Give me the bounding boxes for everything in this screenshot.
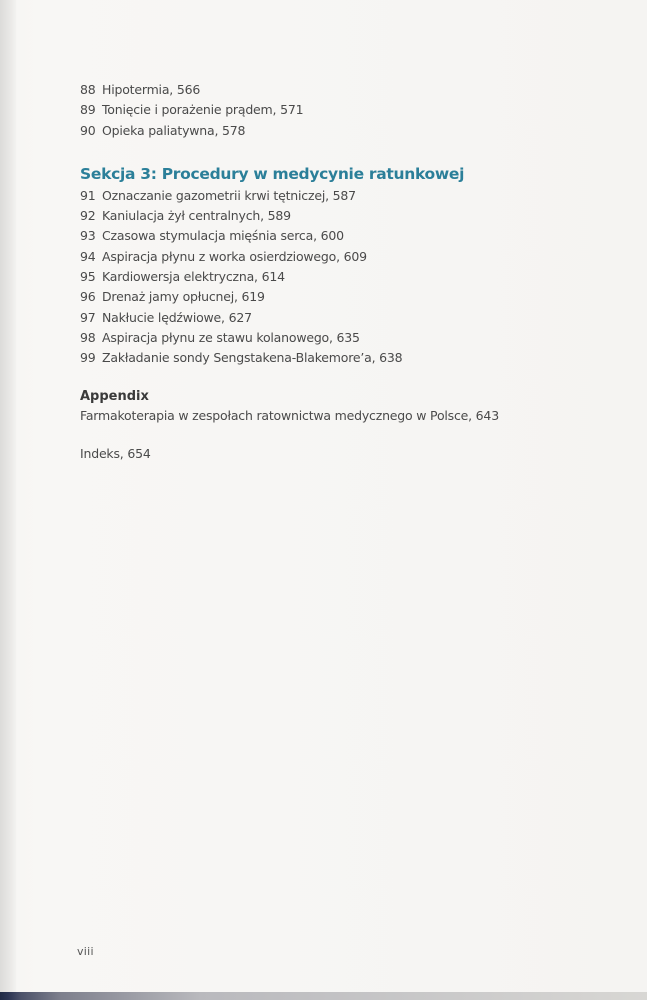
toc-entry (80, 328, 600, 348)
toc-entry-title: Oznaczanie gazometrii krwi tętniczej, 587 (102, 187, 356, 203)
toc-entry (80, 247, 600, 267)
toc-entry-number: 99 (80, 350, 96, 366)
toc-entry (80, 267, 600, 287)
page-number: viii (77, 945, 94, 958)
toc-entry-number: 93 (80, 228, 96, 244)
toc-entry-title: Tonięcie i porażenie prądem, 571 (102, 102, 304, 118)
toc-entry (80, 186, 600, 206)
toc-entry-number: 90 (80, 122, 96, 138)
toc-entry (80, 287, 600, 307)
toc-entry-title: Aspiracja płynu ze stawu kolanowego, 635 (102, 329, 360, 345)
toc-entry (80, 308, 600, 328)
toc-entry (80, 226, 600, 246)
toc-entry-title: Nakłucie lędźwiowe, 627 (102, 309, 252, 325)
appendix-heading: Appendix (80, 388, 149, 404)
index-entry: Indeks, 654 (80, 445, 151, 461)
toc-entry (80, 100, 600, 120)
toc-entry-title: Aspiracja płynu z worka osierdziowego, 609 (102, 248, 367, 264)
section-3-entries (80, 186, 600, 369)
section-3-heading: Sekcja 3: Procedury w medycynie ratunkowej (80, 164, 465, 183)
toc-entry-number: 92 (80, 208, 96, 224)
page-binding-edge (0, 0, 16, 1000)
toc-entry-number: 95 (80, 269, 96, 285)
toc-entry-number: 91 (80, 187, 96, 203)
toc-entry-number: 94 (80, 248, 96, 264)
table-of-contents (80, 80, 600, 464)
appendix-entry: Farmakoterapia w zespołach ratownictwa medycznego w Polsce, 643 (80, 407, 499, 423)
toc-entry-title: Hipotermia, 566 (102, 82, 201, 97)
toc-entry-number: 89 (80, 102, 96, 118)
toc-entry-number: 98 (80, 329, 96, 345)
toc-entry-number: 97 (80, 309, 96, 325)
toc-entry (80, 348, 600, 368)
toc-entry (80, 121, 600, 141)
toc-entries-top (80, 80, 600, 141)
page-bottom-edge (0, 992, 647, 1000)
toc-entry-title: Opieka paliatywna, 578 (102, 122, 246, 138)
toc-entry (80, 80, 600, 100)
toc-entry-title: Drenaż jamy opłucnej, 619 (102, 289, 265, 305)
toc-entry-number: 88 (80, 82, 96, 97)
toc-entry-title: Zakładanie sondy Sengstakena-Blakemore’a, 638 (102, 350, 403, 366)
toc-entry-title: Kardiowersja elektryczna, 614 (102, 269, 285, 285)
toc-entry (80, 206, 600, 226)
toc-entry-title: Czasowa stymulacja mięśnia serca, 600 (102, 228, 344, 244)
toc-entry-title: Kaniulacja żył centralnych, 589 (102, 208, 291, 224)
toc-entry-number: 96 (80, 289, 96, 305)
